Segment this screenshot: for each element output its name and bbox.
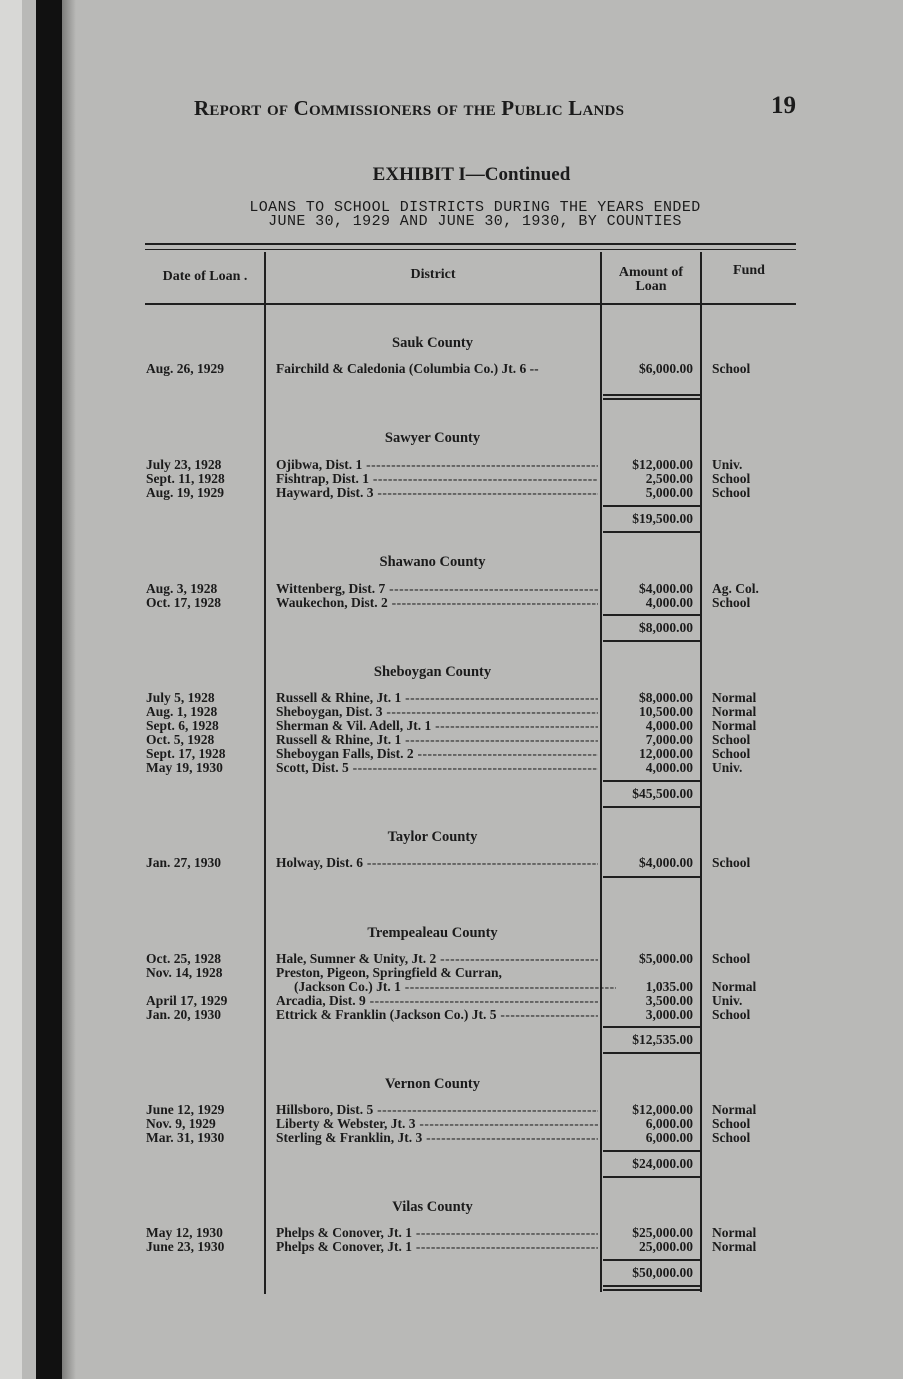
county-heading: Vilas County	[392, 1199, 473, 1215]
district-name: Scott, Dist. 5 -----	[276, 761, 598, 775]
fund-name: School	[712, 361, 751, 376]
fund-name: Univ.	[712, 457, 743, 472]
district-name: Hayward, Dist. 3 -----	[276, 486, 598, 500]
loan-date: Jan. 20, 1930	[146, 1007, 222, 1022]
total-rule	[603, 531, 700, 533]
loan-amount: $5,000.00	[639, 951, 693, 966]
fund-name: Normal	[712, 690, 757, 705]
table-row	[0, 458, 903, 472]
fund-name: Ag. Col.	[712, 581, 759, 596]
county-heading: Shawano County	[379, 554, 486, 570]
table-top-rule	[145, 243, 796, 245]
loan-date: Aug. 19, 1929	[146, 485, 225, 500]
table-row	[0, 472, 903, 486]
loan-date: July 5, 1928	[146, 690, 215, 705]
loan-amount: $6,000.00	[639, 361, 693, 376]
district-name: Fishtrap, Dist. 1 -----	[276, 472, 598, 486]
table-row	[0, 856, 903, 870]
loan-amount: $8,000.00	[639, 690, 693, 705]
county-total: $12,535.00	[632, 1032, 693, 1047]
loan-date: Oct. 17, 1928	[146, 595, 221, 610]
binding-edge	[0, 0, 22, 1379]
loan-date: Sept. 11, 1928	[146, 471, 225, 486]
fund-name: School	[712, 595, 751, 610]
table-row	[0, 362, 903, 376]
loan-amount: 12,000.00	[639, 746, 693, 761]
loan-amount: 4,000.00	[645, 760, 693, 775]
table-row	[0, 719, 903, 733]
loan-amount: 4,000.00	[645, 595, 693, 610]
district-name: Phelps & Conover, Jt. 1 -----	[276, 1240, 598, 1254]
total-rule	[603, 876, 700, 878]
county-total: $19,500.00	[632, 511, 693, 526]
loan-amount: $12,000.00	[632, 1102, 693, 1117]
loan-date: Jan. 27, 1930	[146, 855, 222, 870]
fund-name: School	[712, 485, 751, 500]
district-name: Hale, Sumner & Unity, Jt. 2 -----	[276, 952, 598, 966]
amount-header-line-1: Amount of	[618, 265, 684, 280]
district-name: Russell & Rhine, Jt. 1 -----	[276, 691, 598, 705]
loan-amount: 6,000.00	[645, 1116, 693, 1131]
district-name: Hillsboro, Dist. 5 -----	[276, 1103, 598, 1117]
loan-date: April 17, 1929	[146, 993, 228, 1008]
table-row	[0, 1240, 903, 1254]
page-number: 19	[771, 92, 796, 119]
total-rule	[603, 640, 700, 642]
district-name: Sheboygan, Dist. 3 -----	[276, 705, 598, 719]
loan-date: May 19, 1930	[146, 760, 223, 775]
total-rule	[603, 780, 700, 782]
total-rule	[603, 1285, 700, 1287]
table-row	[0, 980, 903, 994]
loan-date: June 12, 1929	[146, 1102, 225, 1117]
county-heading: Sawyer County	[384, 430, 481, 446]
fund-name: Normal	[712, 979, 757, 994]
total-rule	[603, 1289, 700, 1291]
table-row	[0, 747, 903, 761]
loan-date: Nov. 14, 1928	[146, 965, 223, 980]
loan-amount: 3,000.00	[645, 1007, 693, 1022]
table-row	[0, 486, 903, 500]
loan-amount: $4,000.00	[639, 581, 693, 596]
loan-amount: 1,035.00	[645, 979, 693, 994]
total-rule	[603, 505, 700, 507]
table-row	[0, 1226, 903, 1240]
running-title: Report of Commissioners of the Public Lands	[194, 96, 625, 120]
fund-name: School	[712, 1007, 751, 1022]
loan-amount: $4,000.00	[639, 855, 693, 870]
loan-date: May 12, 1930	[146, 1225, 223, 1240]
loan-amount: $25,000.00	[632, 1225, 693, 1240]
loan-date: Sept. 17, 1928	[146, 746, 226, 761]
loan-date: Sept. 6, 1928	[146, 718, 219, 733]
table-row	[0, 596, 903, 610]
county-heading: Sheboygan County	[373, 664, 492, 680]
table-row	[0, 705, 903, 719]
spine-shadow	[62, 0, 76, 1379]
fund-name: Univ.	[712, 760, 743, 775]
loan-amount: 2,500.00	[645, 471, 693, 486]
county-heading: Taylor County	[387, 829, 478, 845]
loan-amount: 25,000.00	[639, 1239, 693, 1254]
district-name: Wittenberg, Dist. 7 -----	[276, 582, 598, 596]
fund-name: School	[712, 732, 751, 747]
total-rule	[603, 1150, 700, 1152]
fund-name: Normal	[712, 1102, 757, 1117]
district-name: Preston, Pigeon, Springfield & Curran,	[276, 966, 502, 980]
loan-amount: $12,000.00	[632, 457, 693, 472]
total-rule	[603, 1052, 700, 1054]
loan-date: Oct. 25, 1928	[146, 951, 221, 966]
loan-date: July 23, 1928	[146, 457, 222, 472]
table-row	[0, 1008, 903, 1022]
subtitle-line-2: JUNE 30, 1929 AND JUNE 30, 1930, BY COUNTIES	[268, 213, 682, 230]
fund-name: Univ.	[712, 993, 743, 1008]
table-top-rule-2	[145, 249, 796, 250]
district-name: Sterling & Franklin, Jt. 3 -----	[276, 1131, 598, 1145]
table-row	[0, 691, 903, 705]
column-header-date: Date of Loan .	[162, 269, 248, 284]
fund-name: School	[712, 855, 751, 870]
column-header-amount	[602, 266, 700, 294]
total-rule	[603, 806, 700, 808]
table-row	[0, 966, 903, 980]
total-rule	[603, 614, 700, 616]
district-name: Arcadia, Dist. 9 -----	[276, 994, 598, 1008]
district-name: Sheboygan Falls, Dist. 2 -----	[276, 747, 598, 761]
fund-name: Normal	[712, 718, 757, 733]
fund-name: Normal	[712, 1225, 757, 1240]
table-subtitle	[150, 201, 800, 229]
table-row	[0, 952, 903, 966]
table-row	[0, 1117, 903, 1131]
book-spine	[36, 0, 62, 1379]
table-row	[0, 1131, 903, 1145]
district-name: Fairchild & Caledonia (Columbia Co.) Jt. 6 --	[276, 362, 539, 376]
loan-date: Aug. 26, 1929	[146, 361, 225, 376]
fund-name: Normal	[712, 1239, 757, 1254]
fund-name: School	[712, 951, 751, 966]
total-rule	[603, 398, 700, 400]
fund-name: Normal	[712, 704, 757, 719]
district-name: Russell & Rhine, Jt. 1 -----	[276, 733, 598, 747]
total-rule	[603, 1259, 700, 1261]
loan-amount: 5,000.00	[645, 485, 693, 500]
district-name: Liberty & Webster, Jt. 3 -----	[276, 1117, 598, 1131]
county-total: $45,500.00	[632, 786, 693, 801]
total-rule	[603, 1026, 700, 1028]
amount-header-line-2: Loan	[635, 279, 667, 294]
total-rule	[603, 1176, 700, 1178]
running-head	[194, 92, 796, 128]
loan-date: Mar. 31, 1930	[146, 1130, 225, 1145]
subtitle-line-1: LOANS TO SCHOOL DISTRICTS DURING THE YEARS ENDED	[249, 199, 701, 216]
loan-amount: 10,500.00	[639, 704, 693, 719]
table-row	[0, 733, 903, 747]
loan-date: Aug. 3, 1928	[146, 581, 218, 596]
table-row	[0, 582, 903, 596]
county-total: $50,000.00	[632, 1265, 693, 1280]
county-total: $8,000.00	[639, 620, 693, 635]
district-name: Ettrick & Franklin (Jackson Co.) Jt. 5 -----	[276, 1008, 598, 1022]
header-bottom-rule	[145, 303, 796, 305]
fund-name: School	[712, 471, 751, 486]
district-name: Phelps & Conover, Jt. 1 -----	[276, 1226, 598, 1240]
table-row	[0, 761, 903, 775]
county-heading: Sauk County	[392, 335, 473, 351]
loan-amount: 6,000.00	[645, 1130, 693, 1145]
county-total: $24,000.00	[632, 1156, 693, 1171]
loan-date: Nov. 9, 1929	[146, 1116, 216, 1131]
district-name: Ojibwa, Dist. 1 -----	[276, 458, 598, 472]
district-name: Holway, Dist. 6 -----	[276, 856, 598, 870]
district-name: Sherman & Vil. Adell, Jt. 1 -----	[276, 719, 598, 733]
total-rule	[603, 394, 700, 396]
fund-name: School	[712, 1116, 751, 1131]
district-name: Waukechon, Dist. 2 -----	[276, 596, 598, 610]
loan-date: Aug. 1, 1928	[146, 704, 218, 719]
loan-date: Oct. 5, 1928	[146, 732, 215, 747]
loan-amount: 4,000.00	[645, 718, 693, 733]
loan-date: June 23, 1930	[146, 1239, 225, 1254]
county-heading: Vernon County	[385, 1076, 480, 1092]
table-row	[0, 994, 903, 1008]
column-header-fund: Fund	[733, 263, 765, 278]
exhibit-title: EXHIBIT I—Continued	[372, 164, 571, 185]
district-name: (Jackson Co.) Jt. 1 -----	[294, 980, 616, 994]
loan-amount: 3,500.00	[645, 993, 693, 1008]
county-heading: Trempealeau County	[367, 925, 498, 941]
column-header-district: District	[410, 267, 456, 282]
fund-name: School	[712, 1130, 751, 1145]
table-row	[0, 1103, 903, 1117]
loan-amount: 7,000.00	[645, 732, 693, 747]
fund-name: School	[712, 746, 751, 761]
